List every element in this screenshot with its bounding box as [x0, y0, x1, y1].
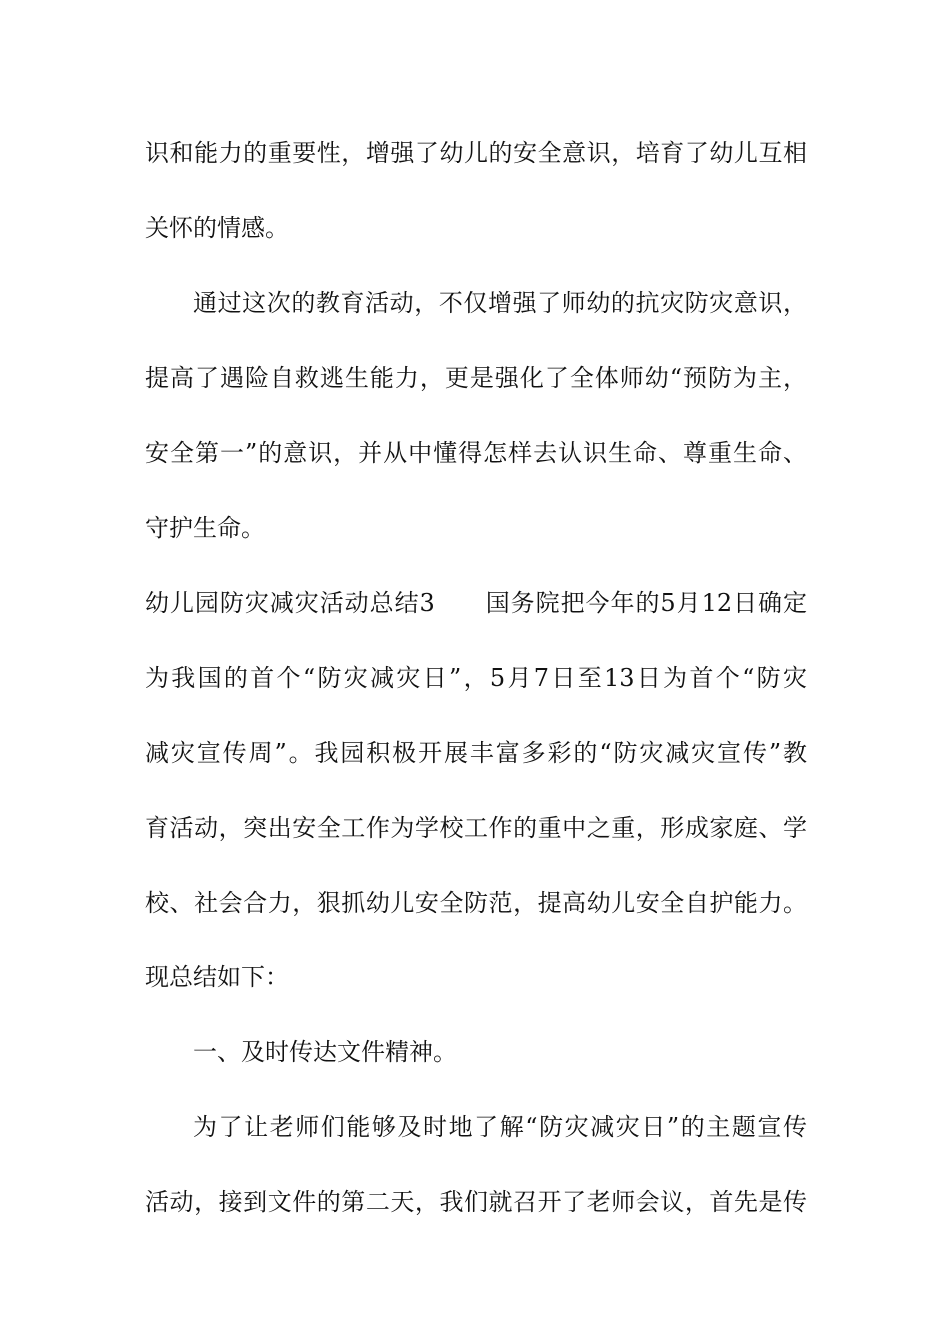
- body-text-line: 关怀的情感。: [145, 214, 289, 242]
- subheading-line: 一、及时传达文件精神。: [193, 1038, 457, 1066]
- paragraph-first-line: 通过这次的教育活动，不仅增强了师幼的抗灾防灾意识，: [193, 289, 807, 317]
- body-text-line: 活动，接到文件的第二天，我们就召开了老师会议，首先是传: [145, 1188, 807, 1216]
- body-text-line: 现总结如下：: [145, 963, 289, 991]
- body-text-line: 校、社会合力，狠抓幼儿安全防范，提高幼儿安全自护能力。: [145, 889, 807, 917]
- body-text-line: 减灾宣传周”。我园积极开展丰富多彩的“防灾减灾宣传”教: [145, 739, 807, 767]
- paragraph-first-line: 为了让老师们能够及时地了解“防灾减灾日”的主题宣传: [193, 1113, 807, 1141]
- body-text-line: 安全第一”的意识，并从中懂得怎样去认识生命、尊重生命、: [145, 439, 807, 467]
- body-text-line: 育活动，突出安全工作为学校工作的重中之重，形成家庭、学: [145, 814, 807, 842]
- body-text-line: 守护生命。: [145, 514, 265, 542]
- body-text-line: 识和能力的重要性，增强了幼儿的安全意识，培育了幼儿互相: [145, 139, 807, 167]
- section-heading-line: 幼儿园防灾减灾活动总结3 国务院把今年的5月12日确定: [145, 589, 807, 617]
- body-text-line: 提高了遇险自救逃生能力，更是强化了全体师幼“预防为主，: [145, 364, 807, 392]
- body-text-line: 为我国的首个“防灾减灾日”，5月7日至13日为首个“防灾: [145, 664, 807, 692]
